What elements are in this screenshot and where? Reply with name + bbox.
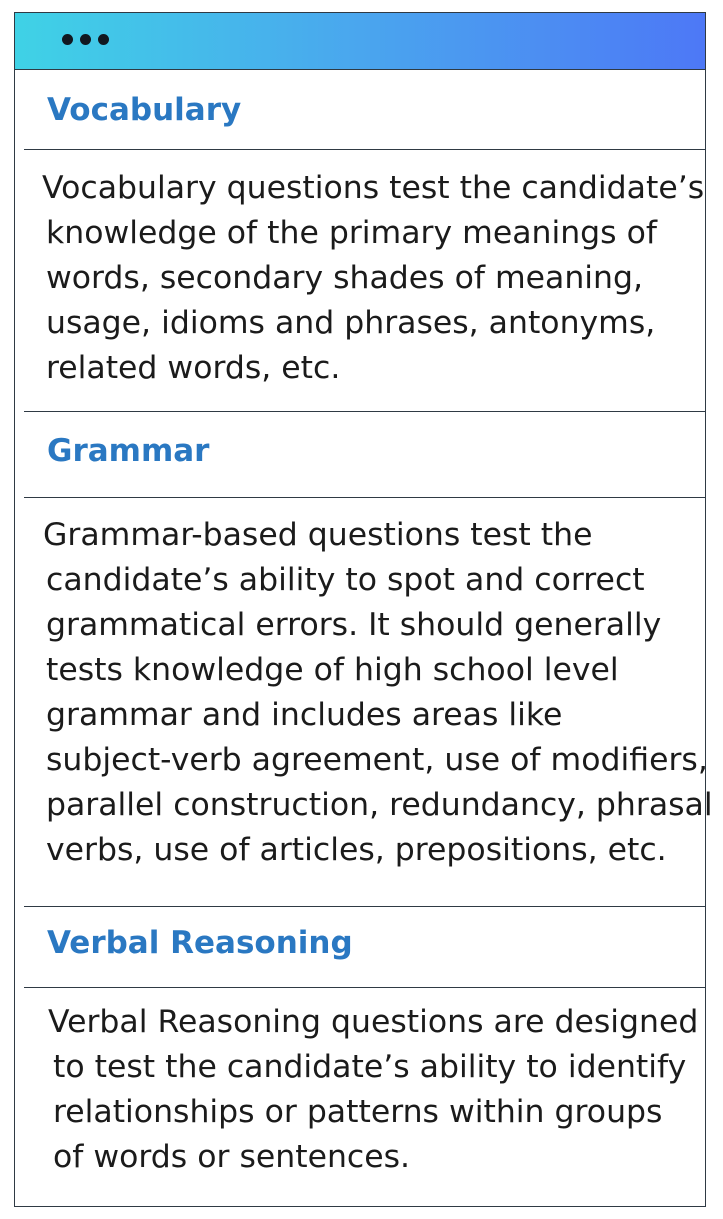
info-window: [14, 12, 713, 1207]
body-line: tests knowledge of high school level: [46, 652, 619, 688]
section-body-grammar: [43, 513, 713, 873]
body-line: relationships or patterns within groups: [53, 1094, 663, 1130]
ellipsis-icon[interactable]: [62, 34, 109, 45]
section-heading-grammar: Grammar: [47, 433, 210, 469]
section-divider: [24, 497, 705, 498]
window-titlebar: [15, 13, 705, 70]
body-line: candidate’s ability to spot and correct: [46, 562, 645, 598]
section-divider: [24, 906, 705, 907]
body-line: Vocabulary questions test the candidate’s: [42, 170, 705, 206]
body-line: of words or sentences.: [53, 1139, 411, 1175]
section-divider: [24, 987, 705, 988]
section-heading-verbal-reasoning: Verbal Reasoning: [47, 925, 353, 961]
body-line: subject-verb agreement, use of modifiers,: [46, 742, 708, 778]
body-line: grammatical errors. It should generally: [46, 607, 662, 643]
body-line: Grammar-based questions test the: [43, 517, 593, 553]
body-line: to test the candidate’s ability to identify: [53, 1049, 687, 1085]
section-body-verbal-reasoning: [48, 1000, 698, 1180]
dot-icon: [98, 34, 109, 45]
body-line: knowledge of the primary meanings of: [46, 215, 657, 251]
section-heading-vocabulary: Vocabulary: [47, 92, 242, 128]
body-line: parallel construction, redundancy, phrasal: [46, 787, 713, 823]
body-line: verbs, use of articles, prepositions, etc.: [46, 832, 667, 868]
dot-icon: [62, 34, 73, 45]
body-line: grammar and includes areas like: [46, 697, 563, 733]
body-line: Verbal Reasoning questions are designed: [48, 1004, 699, 1040]
body-line: related words, etc.: [46, 350, 341, 386]
section-body-vocabulary: [42, 166, 704, 391]
body-line: usage, idioms and phrases, antonyms,: [46, 305, 656, 341]
section-divider: [24, 149, 705, 150]
body-line: words, secondary shades of meaning,: [46, 260, 644, 296]
dot-icon: [80, 34, 91, 45]
section-divider: [24, 411, 705, 412]
